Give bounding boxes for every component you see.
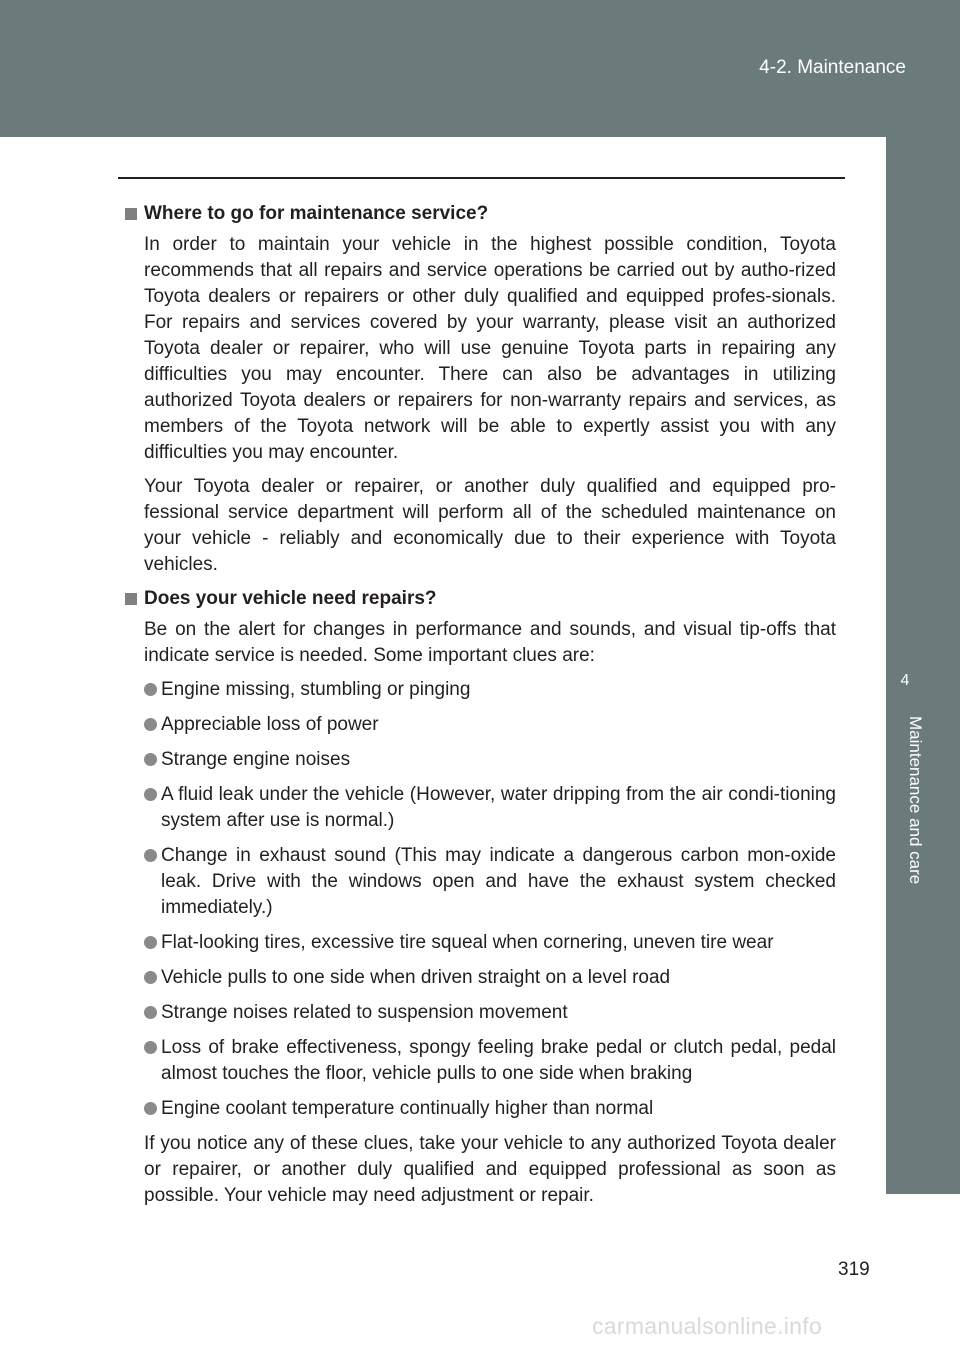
- list-item: Vehicle pulls to one side when driven straight on a level road: [144, 965, 836, 991]
- square-bullet-icon: [125, 208, 137, 220]
- square-bullet-icon: [125, 593, 137, 605]
- list-item: Appreciable loss of power: [144, 712, 836, 738]
- list-item: Flat-looking tires, excessive tire squeal when cornering, uneven tire wear: [144, 930, 836, 956]
- section-heading: Does your vehicle need repairs?: [124, 586, 836, 612]
- circle-bullet-icon: [144, 718, 157, 731]
- circle-bullet-icon: [144, 1102, 157, 1115]
- list-item: A fluid leak under the vehicle (However, water dripping from the air condi-tioning system after use is normal.): [144, 782, 836, 834]
- section-heading: Where to go for maintenance service?: [124, 201, 836, 227]
- paragraph: Your Toyota dealer or repairer, or another duly qualified and equipped pro-fessional service department will perform all of the scheduled maintenance on your vehicle - reliably and economically due to their experience with Toyota vehicles.: [144, 476, 836, 575]
- circle-bullet-icon: [144, 936, 157, 949]
- circle-bullet-icon: [144, 788, 157, 801]
- chapter-label: Maintenance and care: [906, 716, 925, 885]
- list-item: Engine missing, stumbling or pinging: [144, 677, 836, 703]
- paragraph: If you notice any of these clues, take your vehicle to any authorized Toyota dealer or repairer, or another duly qualified and equipped professional as soon as possible. Your vehicle may need adjustment or repair.: [144, 1133, 836, 1206]
- circle-bullet-icon: [144, 753, 157, 766]
- chapter-side-tab: [886, 137, 960, 1194]
- list-item: Loss of brake effectiveness, spongy feeling brake pedal or clutch pedal, pedal almost touches the floor, vehicle pulls to one side when braking: [144, 1035, 836, 1087]
- circle-bullet-icon: [144, 683, 157, 696]
- list-item: Strange engine noises: [144, 747, 836, 773]
- page-content: [124, 201, 836, 1217]
- section-title: 4-2. Maintenance: [759, 57, 906, 78]
- paragraph: Be on the alert for changes in performance and sounds, and visual tip-offs that indicate service is needed. Some important clues are:: [144, 619, 836, 666]
- paragraph: In order to maintain your vehicle in the highest possible condition, Toyota recommends that all repairs and service operations be carried out by autho-rized Toyota dealers or repairers or other duly qualified and equipped profes-sionals. For repairs and services covered by your warranty, please visit an authorized Toyota dealer or repairer, who will use genuine Toyota parts in repairing any difficulties you may encounter. There can also be advantages in utilizing authorized Toyota dealers or repairers for non-warranty repairs and services, as members of the Toyota network will be able to expertly assist you with any difficulties you may encounter.: [144, 234, 836, 463]
- circle-bullet-icon: [144, 971, 157, 984]
- list-item: Change in exhaust sound (This may indicate a dangerous carbon mon-oxide leak. Drive with the windows open and have the exhaust system checked immediately.): [144, 843, 836, 921]
- watermark: carmanualsonline.info: [592, 1313, 823, 1339]
- circle-bullet-icon: [144, 1041, 157, 1054]
- chapter-number: 4: [900, 672, 910, 689]
- circle-bullet-icon: [144, 849, 157, 862]
- list-item: Engine coolant temperature continually higher than normal: [144, 1096, 836, 1122]
- top-rule: [118, 177, 845, 179]
- circle-bullet-icon: [144, 1006, 157, 1019]
- page-number: 319: [838, 1259, 870, 1280]
- list-item: Strange noises related to suspension movement: [144, 1000, 836, 1026]
